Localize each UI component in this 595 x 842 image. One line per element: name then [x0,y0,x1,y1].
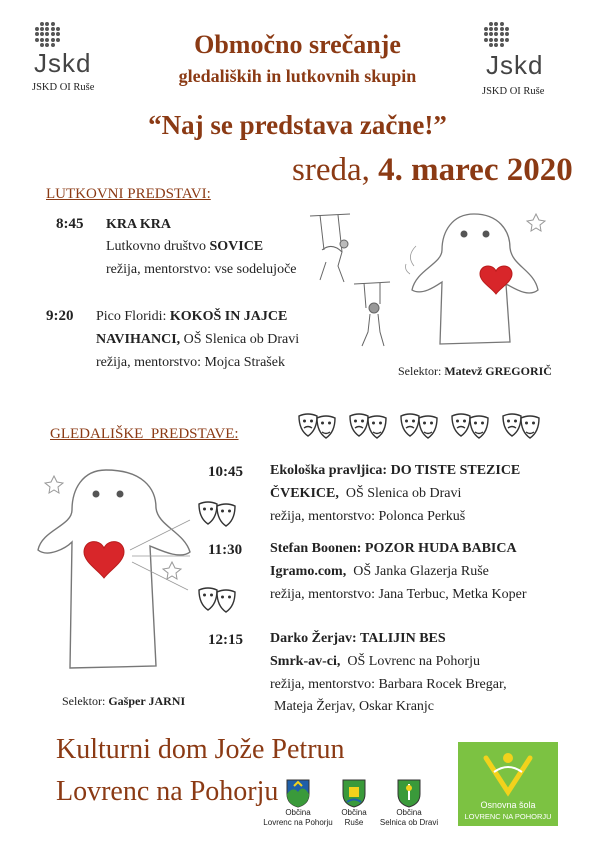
show-group: ČVEKICE, OŠ Slenica ob Dravi [270,486,462,501]
show-title: Pico Floridi: KOKOŠ IN JAJCE [96,309,288,324]
coat-of-arms-selnica-icon [396,778,422,808]
schedule-time: 8:45 [56,216,84,232]
schedule-time: 10:45 [208,464,243,480]
coat-of-arms-lovrenc-icon [285,778,311,808]
theatre-masks-icon [347,410,391,440]
theatre-masks-icon [449,410,493,440]
show-group: Lutkovno društvo SOVICE [106,239,264,254]
event-title: Območno srečanje [194,30,401,59]
venue-location: Lovrenc na Pohorju [56,776,279,807]
municipality-lovrenc: Občina Lovrenc na Pohorju [262,778,334,828]
show-credits-continued: Mateja Žerjav, Oskar Kranjc [274,699,435,714]
event-date [292,152,573,189]
show-credits: režija, mentorstvo: Barbara Rocek Bregar, [270,677,507,692]
school-logo [458,742,558,826]
theatre-masks-icon [500,410,544,440]
show-group: NAVIHANCI, OŠ Slenica ob Dravi [96,332,300,347]
theatre-masks-icon [196,584,240,614]
theatre-masks-icon [398,410,442,440]
show-title: Stefan Boonen: POZOR HUDA BABICA [270,541,517,556]
show-credits: režija, mentorstvo: Polonca Perkuš [270,509,466,524]
event-subtitle: gledaliških in lutkovnih skupin [178,66,417,86]
municipality-selnica: Občina Selnica ob Dravi [374,778,444,828]
venue-name: Kulturni dom Jože Petrun [56,734,345,765]
logo-caption: JSKD OI Ruše [32,82,95,93]
show-title: KRA KRA [106,217,171,232]
ghost-puppet-with-heart-icon [404,196,554,356]
ghost-puppet-with-heart-icon [34,452,204,684]
puppet-section-heading: LUTKOVNI PREDSTAVI: [46,186,211,202]
puppet-selector: Selektor: Matevž GREGORIČ [398,364,552,378]
show-group: Smrk-av-ci, OŠ Lovrenc na Pohorju [270,654,480,669]
logo-caption: JSKD OI Ruše [482,86,545,97]
logo-wordmark: Jskd [486,50,544,80]
theatre-selector: Selektor: Gašper JARNI [62,694,186,708]
coat-of-arms-ruse-icon [341,778,367,808]
logo-wordmark: Jskd [34,48,92,78]
school-emblem-icon [480,748,536,798]
marionette-sketch-icon [350,278,400,350]
show-credits: režija, mentorstvo: Jana Terbuc, Metka Koper [270,587,527,602]
theatre-masks-row [296,410,551,445]
show-credits: režija, mentorstvo: Mojca Strašek [96,355,285,370]
schedule-time: 11:30 [208,542,243,558]
date-weekday: sreda, [292,152,379,188]
theatre-section-heading: GLEDALIŠKE PREDSTAVE: [50,426,239,442]
theatre-masks-icon [296,410,340,440]
municipality-ruse: Občina Ruše [334,778,374,828]
date-day: 4. marec 2020 [378,152,573,188]
schedule-time: 9:20 [46,308,74,324]
theatre-masks-icon [196,498,240,528]
show-title: Ekološka pravljica: DO TISTE STEZICE [270,463,521,478]
show-credits: režija, mentorstvo: vse sodelujoče [106,262,297,277]
schedule-time: 12:15 [208,632,243,648]
event-slogan: “Naj se predstava začne!” [148,110,447,140]
school-logo-name: Osnovna šola [480,800,536,810]
show-title: Darko Žerjav: TALIJIN BES [270,631,446,646]
school-logo-place: LOVRENC NA POHORJU [464,812,552,821]
show-group: Igramo.com, OŠ Janka Glazerja Ruše [270,564,489,579]
